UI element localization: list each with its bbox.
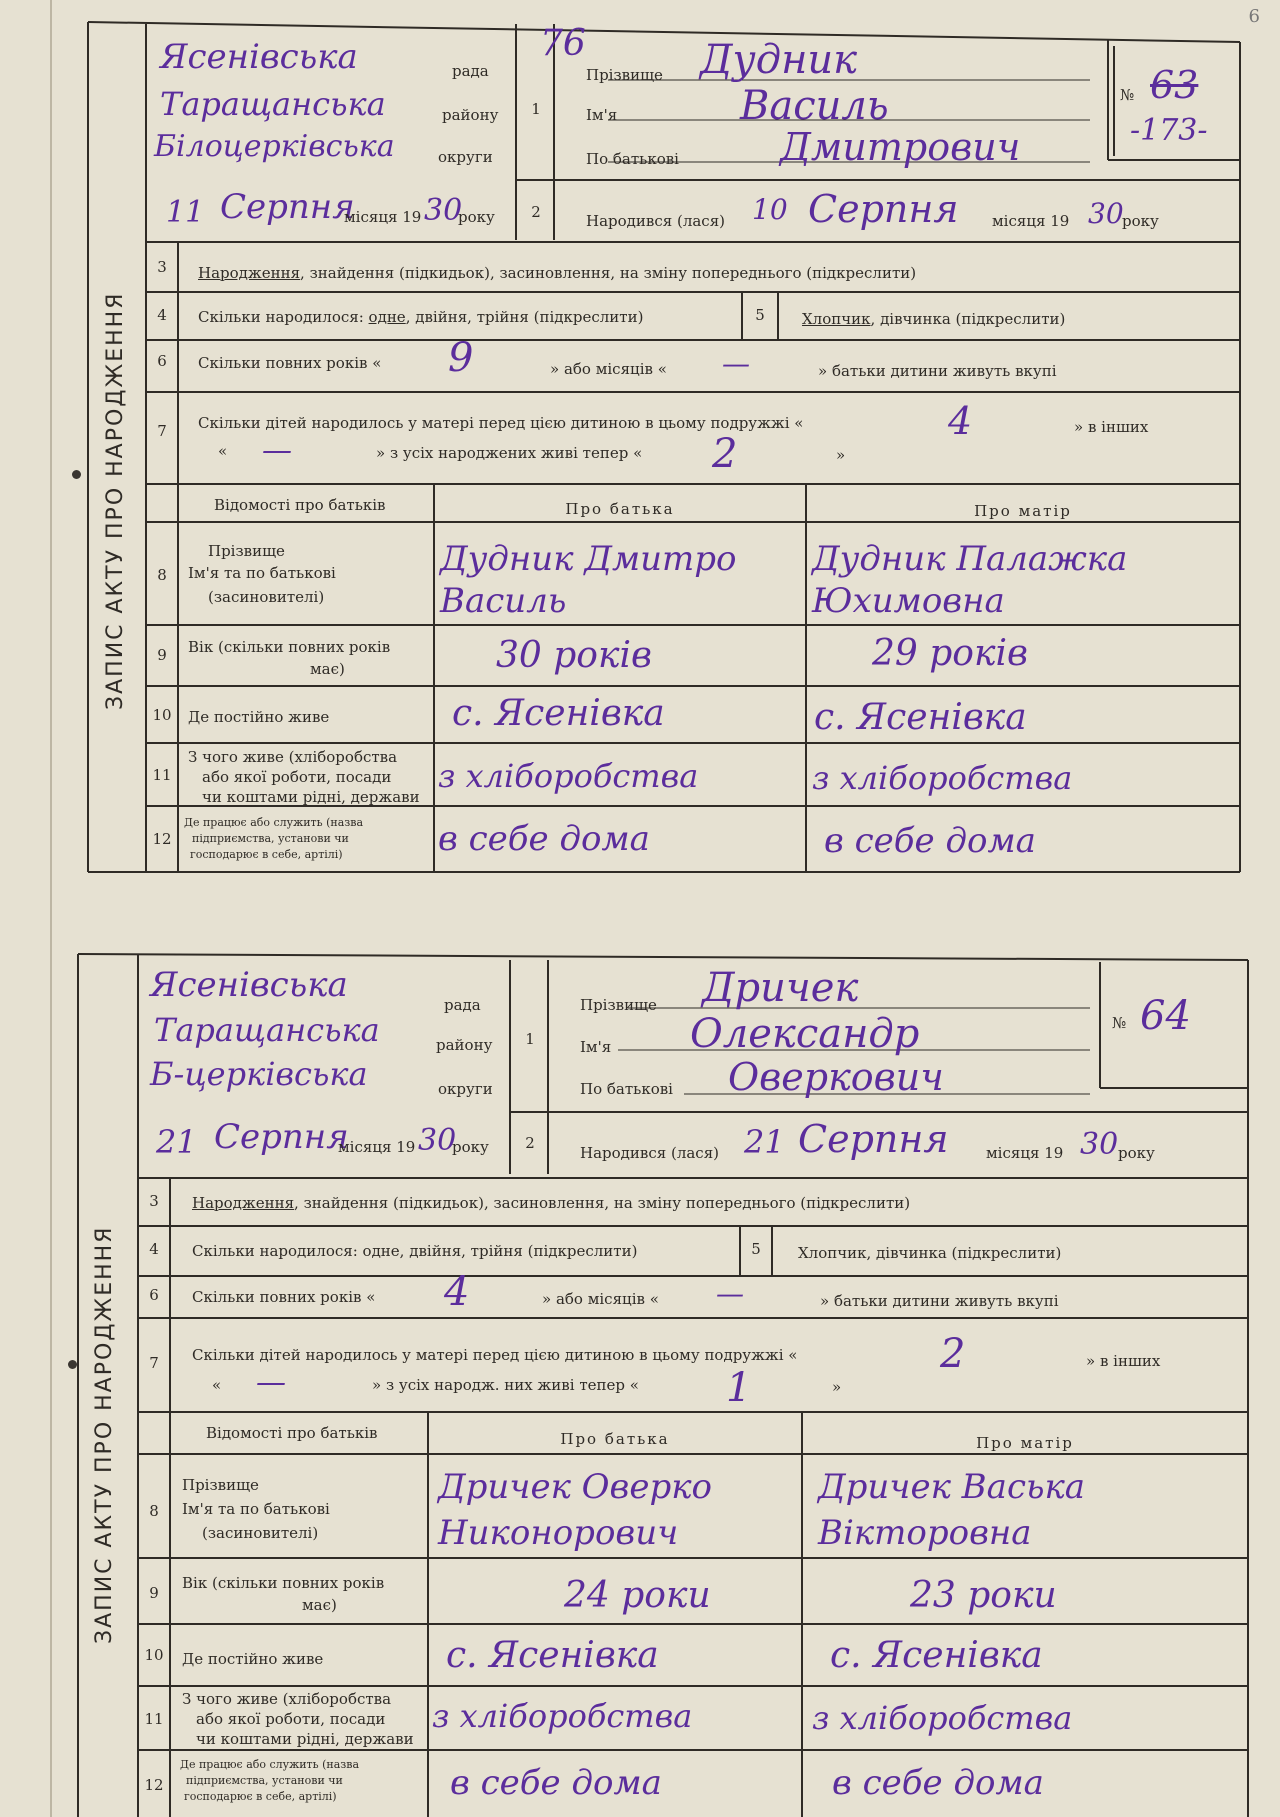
mother-work: в себе дома <box>832 1763 1044 1803</box>
rayon-value: Таращанська <box>160 85 386 123</box>
months-together: — <box>716 1277 744 1310</box>
birth-month-label: місяця 19 <box>986 1144 1064 1162</box>
row-number-2: 2 <box>531 203 541 221</box>
record-number: 64 <box>1140 993 1191 1039</box>
row-number-6: 6 <box>149 1286 159 1304</box>
reg-year-label: року <box>452 1138 489 1156</box>
row7-c: « <box>212 1376 222 1394</box>
name-label: Ім'я <box>580 1038 612 1056</box>
father-work: в себе дома <box>450 1763 662 1803</box>
about-father-header: Про батька <box>560 1430 670 1448</box>
row7-e: » <box>836 446 846 464</box>
row7-d: » з усіх народж. них живі тепер « <box>372 1376 639 1394</box>
father-name: Дудник Дмитро Василь <box>440 539 737 621</box>
birth-month: Серпня <box>798 1117 949 1161</box>
children-this-marriage: 2 <box>940 1331 966 1377</box>
row4-text: Скільки народилося: одне, двійня, трійня (підкреслити) <box>192 1242 638 1260</box>
parents-header: Відомості про батьків <box>206 1424 378 1442</box>
record-number-extra: -173- <box>1130 113 1208 148</box>
surname-value: Дричек <box>702 965 859 1011</box>
row10-text: Де постійно живе <box>182 1650 324 1668</box>
patronymic-label: По батькові <box>580 1080 673 1098</box>
row6-c: » батьки дитини живуть вкупі <box>820 1292 1059 1310</box>
reg-month-label: місяця 19 <box>344 208 422 226</box>
mother-age: 29 років <box>872 633 1028 674</box>
father-living: з хліборобства <box>432 1697 693 1735</box>
row12-l1: Де працює або служить (назва <box>180 1758 360 1771</box>
years-together: 9 <box>448 335 474 381</box>
children-other: — <box>256 1365 286 1400</box>
row8-l2: Ім'я та по батькові <box>182 1500 330 1518</box>
row-number-12: 12 <box>144 1776 164 1794</box>
reg-month: Серпня <box>214 1117 349 1157</box>
about-mother-header: Про матір <box>974 502 1072 520</box>
row-number-10: 10 <box>144 1646 164 1664</box>
children-alive: 2 <box>712 431 738 477</box>
rayon-label: району <box>442 106 499 124</box>
row-number-7: 7 <box>149 1354 159 1372</box>
row-number-11: 11 <box>152 766 172 784</box>
row-number-4: 4 <box>149 1240 159 1258</box>
birth-record-1 <box>0 0 1280 880</box>
rayon-label: району <box>436 1036 493 1054</box>
row6-b: » або місяців « <box>542 1290 659 1308</box>
row6-a: Скільки повних років « <box>198 354 382 372</box>
years-together: 4 <box>444 1269 470 1315</box>
reg-day: 11 <box>166 195 205 230</box>
row7-e: » <box>832 1378 842 1396</box>
record-number: 63 <box>1150 63 1199 107</box>
vertical-title: ЗАПИС АКТУ ПРО НАРОДЖЕННЯ <box>92 1225 117 1644</box>
row-number-2: 2 <box>525 1134 535 1152</box>
mother-residence: с. Ясенівка <box>830 1635 1043 1676</box>
row11-l2: або якої роботи, посади <box>196 1710 386 1728</box>
row-number-11: 11 <box>144 1710 164 1728</box>
row-number-1: 1 <box>525 1030 535 1048</box>
row7-a: Скільки дітей народилось у матері перед цією дитиною в цьому подружжі « <box>198 414 804 432</box>
row5-text: Хлопчик, дівчинка (підкреслити) <box>798 1244 1062 1262</box>
name-label: Ім'я <box>586 106 618 124</box>
parents-header: Відомості про батьків <box>214 496 386 514</box>
father-age: 30 років <box>496 635 652 676</box>
patronymic-label: По батькові <box>586 150 679 168</box>
father-work: в себе дома <box>438 819 650 859</box>
corner-mark: 76 <box>540 23 586 64</box>
birth-day: 10 <box>752 193 788 226</box>
mother-name: Дричек Васька Вікторовна <box>818 1467 1086 1553</box>
row5-text: Хлопчик, дівчинка (підкреслити) <box>802 310 1066 328</box>
row11-l1: З чого живе (хліборобства <box>182 1690 392 1708</box>
row12-l1: Де працює або служить (назва <box>184 816 364 829</box>
row8-l3: (засиновителі) <box>202 1524 319 1542</box>
reg-month: Серпня <box>220 187 355 227</box>
row11-l2: або якої роботи, посади <box>202 768 392 786</box>
surname-label: Прізвище <box>586 66 663 84</box>
page-number: 6 <box>1248 6 1260 27</box>
birth-day: 21 <box>744 1123 785 1161</box>
mother-residence: с. Ясенівка <box>814 697 1027 738</box>
row7-b: » в інших <box>1086 1352 1161 1370</box>
rayon-value: Таращанська <box>154 1011 380 1049</box>
row10-text: Де постійно живе <box>188 708 330 726</box>
row6-a: Скільки повних років « <box>192 1288 376 1306</box>
row6-b: » або місяців « <box>550 360 667 378</box>
birth-year-label: року <box>1122 212 1159 230</box>
birth-record-2 <box>0 930 1280 1817</box>
rada-label: рада <box>452 62 489 80</box>
surname-label: Прізвище <box>580 996 657 1014</box>
row12-l3: господарює в себе, артілі) <box>184 1790 337 1803</box>
row12-l2: підприємства, установи чи <box>186 1774 343 1787</box>
birth-month: Серпня <box>808 187 959 231</box>
okruh-label: округи <box>438 1080 493 1098</box>
father-age: 24 роки <box>564 1575 711 1616</box>
row-number-6: 6 <box>157 352 167 370</box>
birth-label: Народився (лася) <box>586 212 726 230</box>
mother-work: в себе дома <box>824 821 1036 861</box>
row7-c: « <box>218 442 228 460</box>
name-value: Василь <box>740 83 889 129</box>
row-number-7: 7 <box>157 422 167 440</box>
reg-year: 30 <box>424 193 463 228</box>
name-value: Олександр <box>690 1011 920 1057</box>
patronymic-value: Дмитрович <box>780 125 1021 169</box>
months-together: — <box>722 347 750 380</box>
mother-living: з хліборобства <box>812 1699 1073 1737</box>
children-this-marriage: 4 <box>948 399 973 443</box>
children-alive: 1 <box>726 1365 752 1411</box>
number-sign: № <box>1120 86 1135 104</box>
row7-a: Скільки дітей народилось у матері перед цією дитиною в цьому подружжі « <box>192 1346 798 1364</box>
row7-d: » з усіх народжених живі тепер « <box>376 444 643 462</box>
okruh-label: округи <box>438 148 493 166</box>
mother-name: Дудник Палажка Юхимовна <box>812 539 1128 621</box>
row9-l1: Вік (скільки повних років <box>188 638 391 656</box>
row3-text: Народження, знайдення (підкидьок), засиновлення, на зміну попереднього (підкреслити) <box>192 1194 911 1212</box>
row9-l2: має) <box>302 1596 337 1614</box>
reg-year: 30 <box>418 1123 457 1158</box>
row-number-12: 12 <box>152 830 172 848</box>
row-number-9: 9 <box>149 1584 159 1602</box>
row-number-10: 10 <box>152 706 172 724</box>
about-mother-header: Про матір <box>976 1434 1074 1452</box>
row-number-5: 5 <box>755 306 765 324</box>
father-name: Дричек Оверко Никонорович <box>438 1467 713 1553</box>
patronymic-value: Оверкович <box>728 1055 944 1099</box>
father-living: з хліборобства <box>438 757 699 795</box>
row8-l1: Прізвище <box>208 542 285 560</box>
row-number-3: 3 <box>157 258 167 276</box>
children-other: — <box>262 433 292 468</box>
number-sign: № <box>1112 1014 1127 1032</box>
row11-l1: З чого живе (хліборобства <box>188 748 398 766</box>
row11-l3: чи коштами рідні, держави <box>202 788 420 806</box>
mother-living: з хліборобства <box>812 759 1073 797</box>
okruh-value: Білоцерківська <box>154 129 395 164</box>
row-number-4: 4 <box>157 306 167 324</box>
birth-year-label: року <box>1118 1144 1155 1162</box>
row-number-8: 8 <box>157 566 167 584</box>
row4-text: Скільки народилося: одне, двійня, трійня (підкреслити) <box>198 308 644 326</box>
vertical-title: ЗАПИС АКТУ ПРО НАРОДЖЕННЯ <box>103 291 128 710</box>
row-number-3: 3 <box>149 1192 159 1210</box>
reg-day: 21 <box>156 1123 197 1161</box>
birth-label: Народився (лася) <box>580 1144 720 1162</box>
row-number-8: 8 <box>149 1502 159 1520</box>
birth-year: 30 <box>1080 1127 1119 1162</box>
reg-month-label: місяця 19 <box>338 1138 416 1156</box>
birth-year: 30 <box>1088 197 1124 230</box>
row6-c: » батьки дитини живуть вкупі <box>818 362 1057 380</box>
about-father-header: Про батька <box>565 500 675 518</box>
row8-l2: Ім'я та по батькові <box>188 564 336 582</box>
row-number-1: 1 <box>531 100 541 118</box>
row9-l1: Вік (скільки повних років <box>182 1574 385 1592</box>
row12-l3: господарює в себе, артілі) <box>190 848 343 861</box>
row-number-5: 5 <box>751 1240 761 1258</box>
row11-l3: чи коштами рідні, держави <box>196 1730 414 1748</box>
reg-year-label: року <box>458 208 495 226</box>
row7-b: » в інших <box>1074 418 1149 436</box>
rada-value: Ясенівська <box>160 37 358 77</box>
row-number-9: 9 <box>157 646 167 664</box>
rada-label: рада <box>444 996 481 1014</box>
father-residence: с. Ясенівка <box>452 693 665 734</box>
birth-month-label: місяця 19 <box>992 212 1070 230</box>
surname-value: Дудник <box>700 37 858 83</box>
row8-l1: Прізвище <box>182 1476 259 1494</box>
row9-l2: має) <box>310 660 345 678</box>
mother-age: 23 роки <box>910 1575 1057 1616</box>
row3-text: Народження, знайдення (підкидьок), засиновлення, на зміну попереднього (підкреслити) <box>198 264 917 282</box>
row12-l2: підприємства, установи чи <box>192 832 349 845</box>
father-residence: с. Ясенівка <box>446 1635 659 1676</box>
okruh-value: Б-церківська <box>150 1055 368 1093</box>
row8-l3: (засиновителі) <box>208 588 325 606</box>
rada-value: Ясенівська <box>150 965 348 1005</box>
